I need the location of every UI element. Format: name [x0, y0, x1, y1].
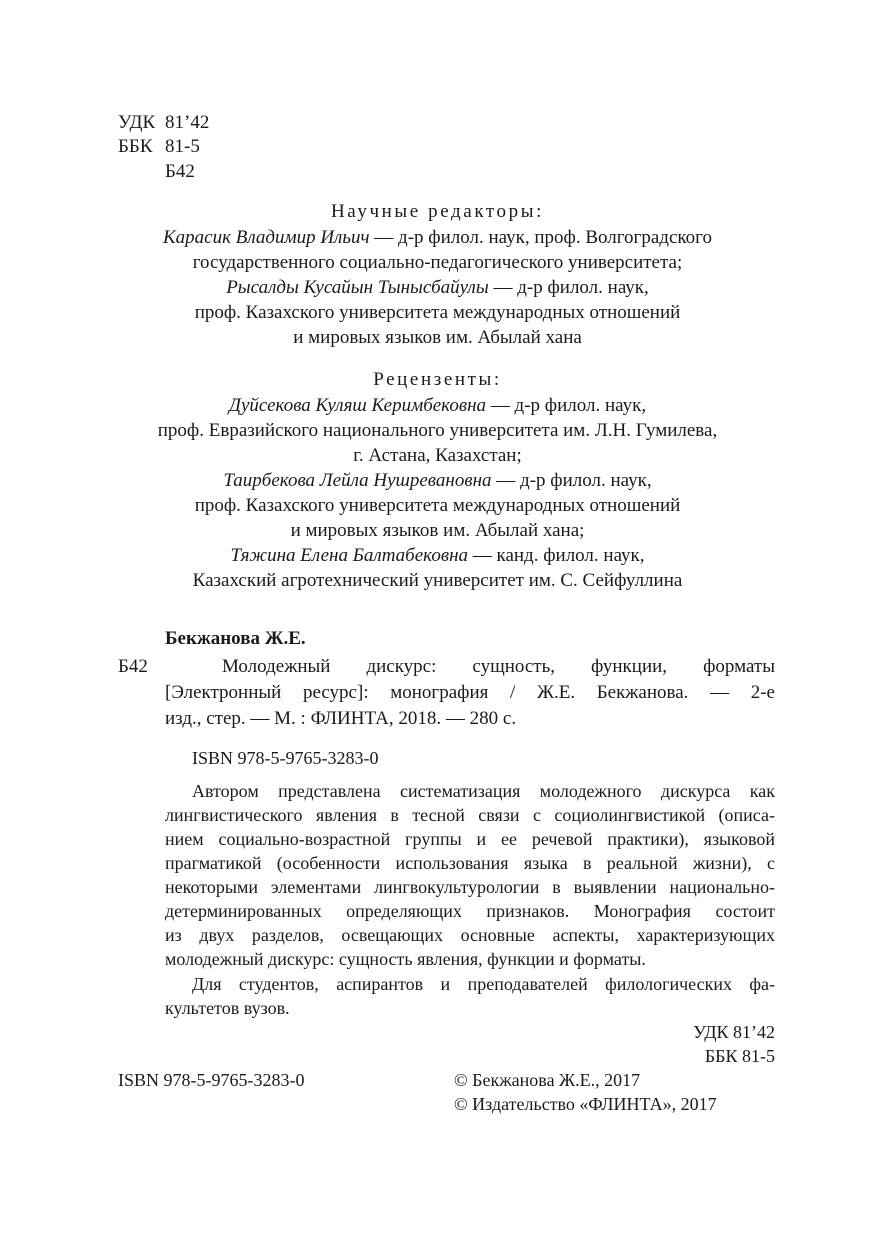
- audience-line: культетов вузов.: [165, 998, 290, 1018]
- audience-line: Для студентов, аспирантов и преподавателей филологических фа-: [192, 974, 775, 994]
- reviewer-3-name: Тяжина Елена Балтабековна: [230, 545, 468, 566]
- editor-2-line3: и мировых языков им. Абылай хана: [293, 327, 582, 348]
- annotation-line: детерминированных определяющих признаков. Монография состоит: [165, 901, 775, 921]
- editor-1-line1: [0, 226, 875, 249]
- bbk-label: ББК: [118, 136, 153, 157]
- catalog-title-line3: изд., стер. — М. : ФЛИНТА, 2018. — 280 с.: [165, 708, 517, 729]
- author-mark: Б42: [165, 161, 195, 182]
- annotation-line: прагматикой (особенности использования языка в реальной жизни), с: [165, 853, 775, 873]
- reviewer-2-line2: проф. Казахского университета международных отношений: [194, 495, 681, 516]
- copyright-author: © Бекжанова Ж.Е., 2017: [454, 1070, 641, 1090]
- annotation-line: Автором представлена систематизация молодежного дискурса как: [192, 781, 775, 801]
- editors-heading: Научные редакторы:: [330, 201, 545, 222]
- reviewers-heading: Рецензенты:: [373, 369, 502, 390]
- reviewer-3-line1: [0, 544, 875, 567]
- editor-2-credentials: — д-р филол. наук,: [488, 277, 649, 298]
- udk-label: УДК: [118, 112, 156, 133]
- footer-udk: УДК 81’42: [693, 1022, 775, 1042]
- catalog-title-line1: Молодежный дискурс: сущность, функции, форматы: [222, 656, 775, 677]
- editor-1-credentials: — д-р филол. наук, проф. Волгоградского: [369, 227, 712, 248]
- reviewer-1-name: Дуйсекова Куляш Керимбековна: [228, 395, 487, 416]
- catalog-author-text: Бекжанова Ж.Е.: [165, 628, 306, 649]
- footer-bbk: ББК 81-5: [704, 1046, 775, 1066]
- udk-value: 81’42: [165, 112, 210, 133]
- reviewer-2-line3: и мировых языков им. Абылай хана;: [290, 520, 585, 541]
- editor-2-line1: [0, 276, 875, 299]
- bbk-value: 81-5: [165, 136, 200, 157]
- reviewer-3-credentials: — канд. филол. наук,: [468, 545, 645, 566]
- reviewer-3-line2: Казахский агротехнический университет им. С. Сейфуллина: [192, 570, 683, 591]
- editor-1-line2: государственного социально-педагогического университета;: [192, 252, 683, 273]
- reviewer-2-credentials: — д-р филол. наук,: [491, 470, 652, 491]
- reviewer-1-line1: [0, 394, 875, 417]
- annotation-line: нием социально-возрастной группы и ее речевой практики), языковой: [165, 829, 775, 849]
- footer-isbn: ISBN 978-5-9765-3283-0: [118, 1070, 305, 1090]
- catalog-author: [165, 627, 306, 650]
- reviewer-2-line1: [0, 469, 875, 492]
- reviewer-1-line2: проф. Евразийского национального университета им. Л.Н. Гумилева,: [157, 420, 718, 441]
- editor-2-line2: проф. Казахского университета международных отношений: [194, 302, 681, 323]
- reviewer-1-line3: г. Астана, Казахстан;: [353, 445, 522, 466]
- annotation-line: лингвистического явления в тесной связи с социолингвистикой (описа-: [165, 805, 775, 825]
- reviewer-2-name: Таирбекова Лейла Нушревановна: [223, 470, 492, 491]
- catalog-mark: Б42: [118, 656, 148, 677]
- editor-2-name: Рысалды Кусайын Тынысбайулы: [226, 277, 489, 298]
- catalog-title-line2: [Электронный ресурс]: монография / Ж.Е. Бекжанова. — 2-е: [165, 682, 775, 703]
- annotation-line: молодежный дискурс: сущность явления, функции и форматы.: [165, 949, 646, 969]
- catalog-isbn: ISBN 978-5-9765-3283-0: [192, 748, 379, 768]
- editor-1-name: Карасик Владимир Ильич: [163, 227, 370, 248]
- copyright-publisher: © Издательство «ФЛИНТА», 2017: [454, 1094, 717, 1114]
- annotation-line: некоторыми элементами лингвокультурологии в выявлении национально-: [165, 877, 775, 897]
- annotation-line: из двух разделов, освещающих основные аспекты, характеризующих: [165, 925, 775, 945]
- reviewer-1-credentials: — д-р филол. наук,: [486, 395, 647, 416]
